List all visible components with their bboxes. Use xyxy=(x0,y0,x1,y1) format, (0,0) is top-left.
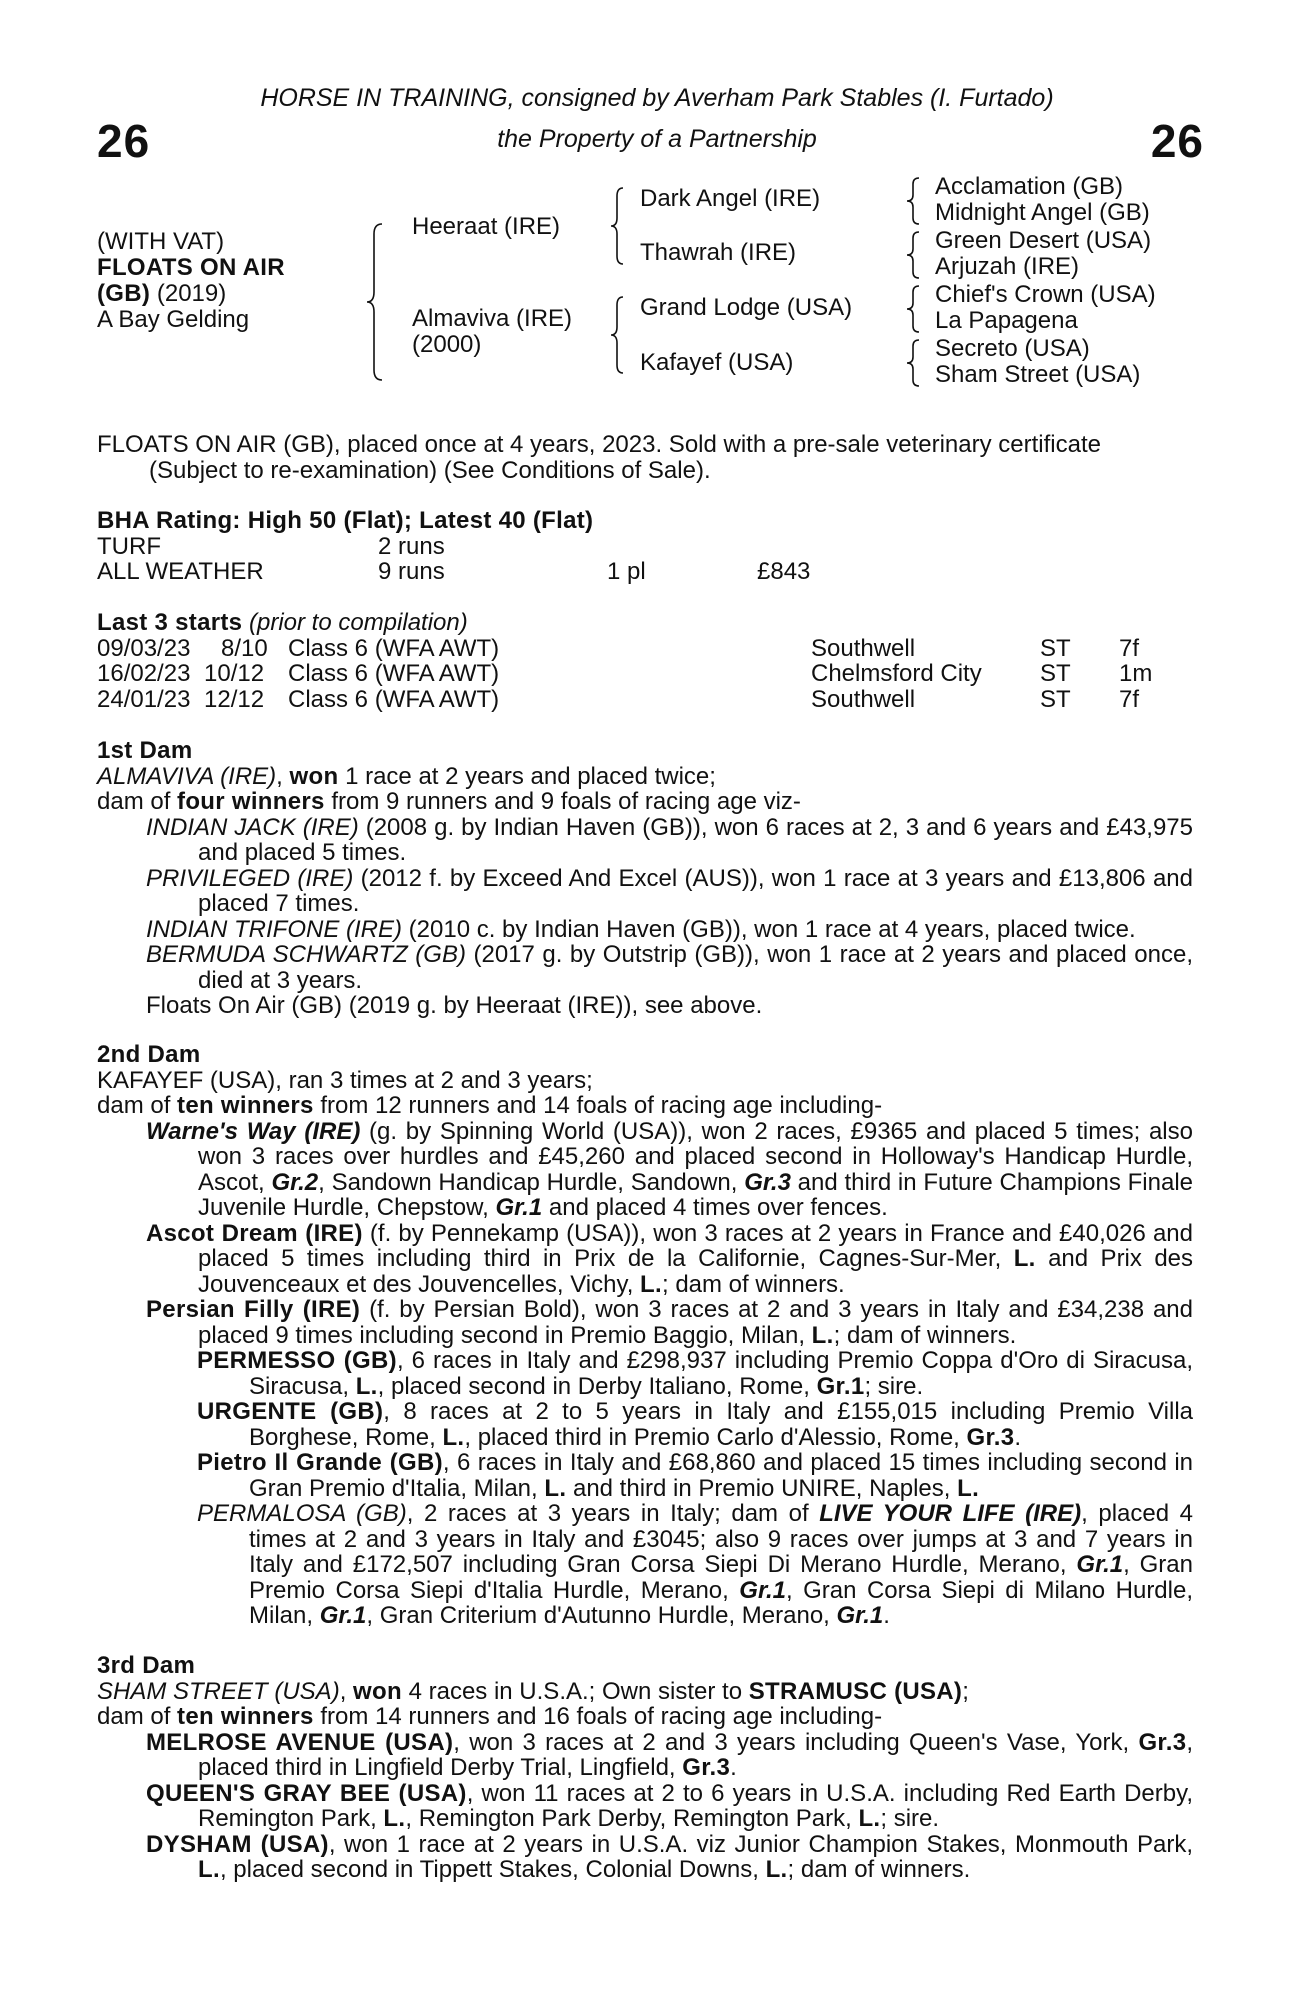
pedigree-brace-6 xyxy=(905,284,923,334)
pedigree-g3-7: Secreto (USA) xyxy=(935,335,1090,362)
progeny-entry: MELROSE AVENUE (USA), won 3 races at 2 and 3 years including Queen's Vase, York, Gr.3, placed third in Lingfield Derby Trial, Lingfield, Gr.3. xyxy=(146,1728,1194,1781)
second-dam-section xyxy=(97,1042,1193,1629)
progeny-entry: PERMESSO (GB), 6 races in Italy and £298,937 including Premio Coppa d'Oro di Siracusa, Siracusa, L., placed second in Derby Italiano, Rome, Gr.1; sire. xyxy=(197,1347,1193,1400)
progeny-entry: Floats On Air (GB) (2019 g. by Heeraat (IRE)), see above. xyxy=(146,992,763,1019)
pedigree-g3-2: Midnight Angel (GB) xyxy=(935,199,1150,226)
first-dam-produce-line: dam of four winners from 9 runners and 9 foals of racing age viz- xyxy=(97,788,801,815)
summary-line2: (Subject to re-examination) (See Conditions of Sale). xyxy=(149,456,711,484)
pedigree-dam-year: (2000) xyxy=(412,331,482,358)
pedigree-sire-sire: Dark Angel (IRE) xyxy=(640,185,821,212)
pedigree-brace-2 xyxy=(609,186,627,266)
pedigree-g3-4: Arjuzah (IRE) xyxy=(935,253,1080,280)
pedigree-dam-sire: Grand Lodge (USA) xyxy=(640,294,853,321)
third-dam-line: SHAM STREET (USA), won 4 races in U.S.A.; Own sister to STRAMUSC (USA); xyxy=(97,1677,969,1705)
progeny-entry: DYSHAM (USA), won 1 race at 2 years in U.S.A. viz Junior Champion Stakes, Monmouth Park, L., placed second in Tippett Stakes, Colonial Downs, L.; dam of winners. xyxy=(146,1830,1193,1883)
start-row: 09/03/23 8/10 Class 6 (WFA AWT) Southwell ST 7f xyxy=(97,634,1140,662)
rating-row: TURF 2 runs xyxy=(97,532,445,560)
progeny-entry: URGENTE (GB), 8 races at 2 to 5 years in Italy and £155,015 including Premio Villa Borghese, Rome, L., placed third in Premio Carlo d'Alessio, Rome, Gr.3. xyxy=(197,1398,1194,1451)
pedigree-brace-4 xyxy=(905,176,923,226)
progeny-entry: PRIVILEGED (IRE) (2012 f. by Exceed And Excel (AUS)), won 1 race at 3 years and £13,806 and placed 7 times. xyxy=(146,864,1193,917)
consignor-line: HORSE IN TRAINING, consigned by Averham Park Stables (I. Furtado) xyxy=(260,84,1054,112)
pedigree-g3-3: Green Desert (USA) xyxy=(935,227,1152,254)
pedigree-brace-7 xyxy=(905,338,923,388)
property-line: the Property of a Partnership xyxy=(497,125,817,153)
pedigree-g3-6: La Papagena xyxy=(935,307,1078,334)
pedigree-g3-8: Sham Street (USA) xyxy=(935,361,1141,388)
summary-line1: FLOATS ON AIR (GB), placed once at 4 years, 2023. Sold with a pre-sale veterinary certificate xyxy=(97,431,1101,458)
pedigree-sire: Heeraat (IRE) xyxy=(412,213,561,240)
progeny-entry: PERMALOSA (GB), 2 races at 3 years in Italy; dam of LIVE YOUR LIFE (IRE), placed 4 times at 2 and 3 years in Italy and £3045; also 9 races over jumps at 3 and 7 years in Italy and £172,507 including Gran Corsa Siepi Di Merano Hurdle, Merano, Gr.1, Gran Premio Corsa Siepi d'Italia Hurdle, Merano, Gr.1, Gran Corsa Siepi di Milano Hurdle, Milan, Gr.1, Gran Criterium d'Autunno Hurdle, Merano, Gr.1. xyxy=(197,1500,1194,1629)
rating-title: BHA Rating: High 50 (Flat); Latest 40 (Flat) xyxy=(97,507,594,534)
horse-description: A Bay Gelding xyxy=(97,306,250,333)
start-row: 24/01/23 12/12 Class 6 (WFA AWT) Southwell ST 7f xyxy=(97,685,1140,713)
last-starts-heading: Last 3 starts (prior to compilation) xyxy=(97,609,468,636)
progeny-entry: QUEEN'S GRAY BEE (USA), won 11 races at 2 to 6 years in U.S.A. including Red Earth Derby, Remington Park, L., Remington Park Derby, Remington Park, L.; sire. xyxy=(146,1779,1194,1832)
rating-row: ALL WEATHER 9 runs 1 pl £843 xyxy=(97,558,811,585)
progeny-entry: Ascot Dream (IRE) (f. by Pennekamp (USA)), won 3 races at 2 years in France and £40,026 and placed 5 times including third in Prix de la Californie, Cagnes-Sur-Mer, L. and Prix des Jouvenceaux et des Jouvencelles, Vichy, L.; dam of winners. xyxy=(146,1219,1194,1298)
third-dam-heading: 3rd Dam xyxy=(97,1652,196,1679)
vat-label: (WITH VAT) xyxy=(97,228,225,255)
second-dam-produce-line: dam of ten winners from 12 runners and 14 foals of racing age including- xyxy=(97,1092,883,1119)
lot-number-left: 26 xyxy=(97,115,151,167)
third-dam-section xyxy=(97,1653,1193,1883)
progeny-entry: Pietro Il Grande (GB), 6 races in Italy and £68,860 and placed 15 times including second in Gran Premio d'Italia, Milan, L. and third in Premio UNIRE, Naples, L. xyxy=(197,1449,1193,1502)
first-dam-heading: 1st Dam xyxy=(97,737,193,764)
last-starts-section xyxy=(97,610,1193,712)
progeny-entry: Warne's Way (IRE) (g. by Spinning World (USA)), won 2 races, £9365 and placed 5 times; also won 3 races over hurdles and £45,260 and placed second in Holloway's Handicap Hurdle, Ascot, Gr.2, Sandown Handicap Hurdle, Sandown, Gr.3 and third in Future Champions Finale Juvenile Hurdle, Chepstow, Gr.1 and placed 4 times over fences. xyxy=(146,1117,1194,1221)
pedigree-brace-1 xyxy=(366,222,386,382)
summary xyxy=(97,432,1193,483)
pedigree-brace-3 xyxy=(609,295,627,375)
first-dam-section xyxy=(97,738,1193,1019)
progeny-entry: Persian Filly (IRE) (f. by Persian Bold), won 3 races at 2 and 3 years in Italy and £34,238 and placed 9 times including second in Premio Baggio, Milan, L.; dam of winners. xyxy=(146,1296,1194,1349)
rating-section xyxy=(97,508,1193,585)
second-dam-line: KAFAYEF (USA), ran 3 times at 2 and 3 years; xyxy=(97,1066,593,1094)
pedigree-sire-dam: Thawrah (IRE) xyxy=(640,239,797,266)
horse-name: FLOATS ON AIR xyxy=(97,254,285,281)
second-dam-heading: 2nd Dam xyxy=(97,1041,201,1068)
progeny-entry: INDIAN TRIFONE (IRE) (2010 c. by Indian Haven (GB)), won 1 race at 4 years, placed twice. xyxy=(146,915,1136,943)
progeny-entry: INDIAN JACK (IRE) (2008 g. by Indian Haven (GB)), won 6 races at 2, 3 and 6 years and £43,975 and placed 5 times. xyxy=(146,813,1193,866)
lot-number-right: 26 xyxy=(1150,115,1204,167)
progeny-entry: BERMUDA SCHWARTZ (GB) (2017 g. by Outstrip (GB)), won 1 race at 2 years and placed once, died at 3 years. xyxy=(146,941,1194,994)
third-dam-produce-line: dam of ten winners from 14 runners and 16 foals of racing age including- xyxy=(97,1703,883,1730)
pedigree-g3-5: Chief's Crown (USA) xyxy=(935,281,1156,308)
pedigree-g3-1: Acclamation (GB) xyxy=(935,173,1124,200)
pedigree-dam: Almaviva (IRE) xyxy=(412,305,573,332)
pedigree-brace-5 xyxy=(905,230,923,280)
first-dam-line: ALMAVIVA (IRE), won 1 race at 2 years and placed twice; xyxy=(97,762,716,790)
start-row: 16/02/23 10/12 Class 6 (WFA AWT) Chelmsford City ST 1m xyxy=(97,660,1153,687)
pedigree-dam-dam: Kafayef (USA) xyxy=(640,349,794,376)
horse-country-year: (GB) (2019) xyxy=(97,280,227,307)
